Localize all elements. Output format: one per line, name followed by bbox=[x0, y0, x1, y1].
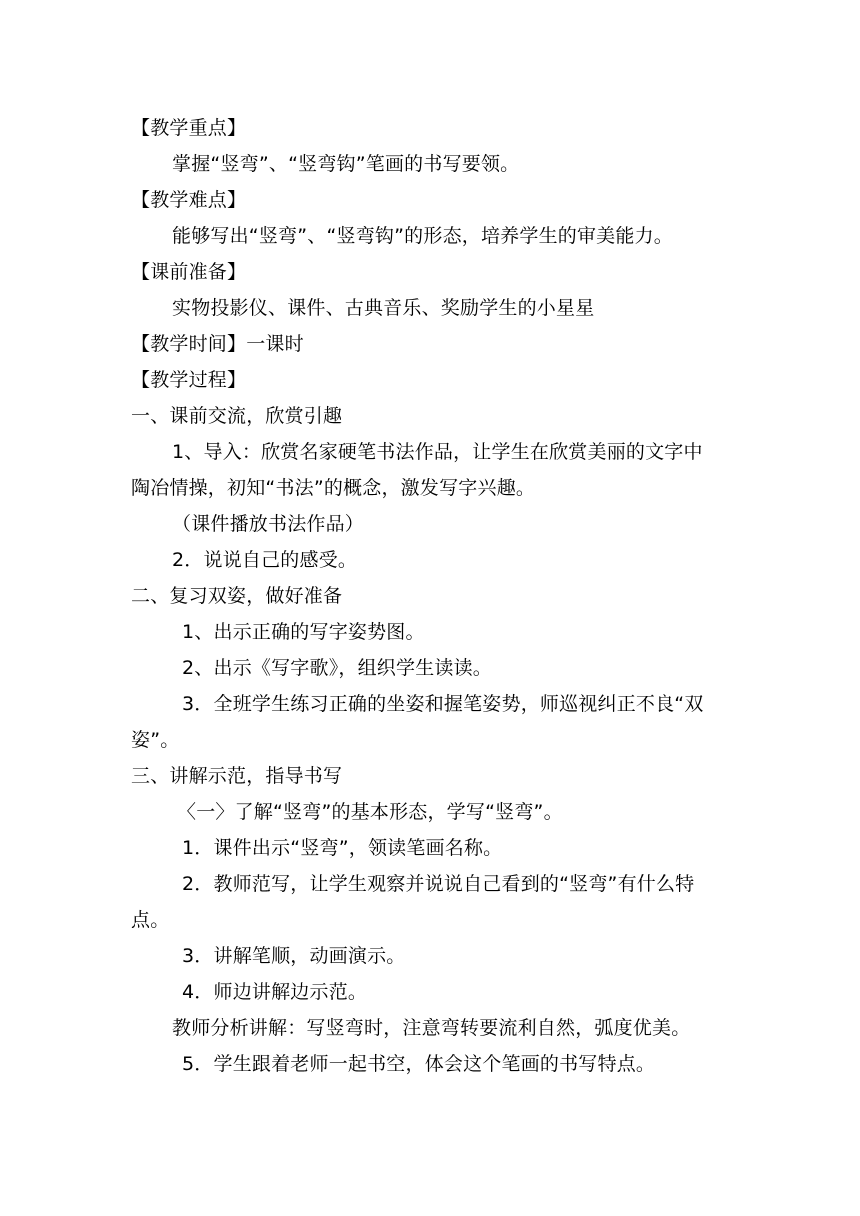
section-heading-teaching-difficulty: 【教学难点】 bbox=[131, 189, 247, 211]
paragraph-line: 1．课件出示“竖弯”，领读笔画名称。 bbox=[182, 837, 503, 859]
paragraph-line: 1、导入：欣赏名家硬笔书法作品，让学生在欣赏美丽的文字中 bbox=[172, 441, 703, 463]
paragraph-line: 掌握“竖弯”、“竖弯钩”笔画的书写要领。 bbox=[172, 153, 520, 175]
paragraph-line: 3．讲解笔顺，动画演示。 bbox=[182, 945, 406, 967]
paragraph-line: 能够写出“竖弯”、“竖弯钩”的形态，培养学生的审美能力。 bbox=[172, 225, 673, 247]
paragraph-line: 姿”。 bbox=[131, 729, 180, 751]
section-heading-teaching-time: 【教学时间】一课时 bbox=[131, 333, 304, 355]
paragraph-line: 1、出示正确的写字姿势图。 bbox=[182, 621, 425, 643]
section-heading-teaching-focus: 【教学重点】 bbox=[131, 117, 247, 139]
paragraph-line: 〈一〉了解“竖弯”的基本形态，学写“竖弯”。 bbox=[177, 801, 563, 823]
paragraph-line: 2．教师范写，让学生观察并说说自己看到的“竖弯”有什么特 bbox=[182, 873, 695, 895]
paragraph-line: 2、出示《写字歌》，组织学生读读。 bbox=[182, 657, 492, 679]
paragraph-line: 4．师边讲解边示范。 bbox=[182, 981, 368, 1003]
section-heading-teaching-process: 【教学过程】 bbox=[131, 369, 247, 391]
paragraph-line: 5．学生跟着老师一起书空，体会这个笔画的书写特点。 bbox=[182, 1053, 656, 1075]
paragraph-line: 3．全班学生练习正确的坐姿和握笔姿势，师巡视纠正不良“双 bbox=[182, 693, 704, 715]
paragraph-line: 教师分析讲解：写竖弯时，注意弯转要流利自然，弧度优美。 bbox=[172, 1017, 691, 1039]
paragraph-line: （课件播放书法作品） bbox=[172, 513, 365, 535]
paragraph-line: 实物投影仪、课件、古典音乐、奖励学生的小星星 bbox=[172, 297, 595, 319]
paragraph-line: 点。 bbox=[131, 909, 170, 931]
section-heading-preparation: 【课前准备】 bbox=[131, 261, 247, 283]
subsection-heading: 三、讲解示范，指导书写 bbox=[131, 765, 343, 787]
paragraph-line: 2．说说自己的感受。 bbox=[172, 549, 358, 571]
subsection-heading: 二、复习双姿，做好准备 bbox=[131, 585, 343, 607]
paragraph-line: 陶冶情操，初知“书法”的概念，激发写字兴趣。 bbox=[131, 477, 536, 499]
subsection-heading: 一、课前交流，欣赏引趣 bbox=[131, 405, 343, 427]
